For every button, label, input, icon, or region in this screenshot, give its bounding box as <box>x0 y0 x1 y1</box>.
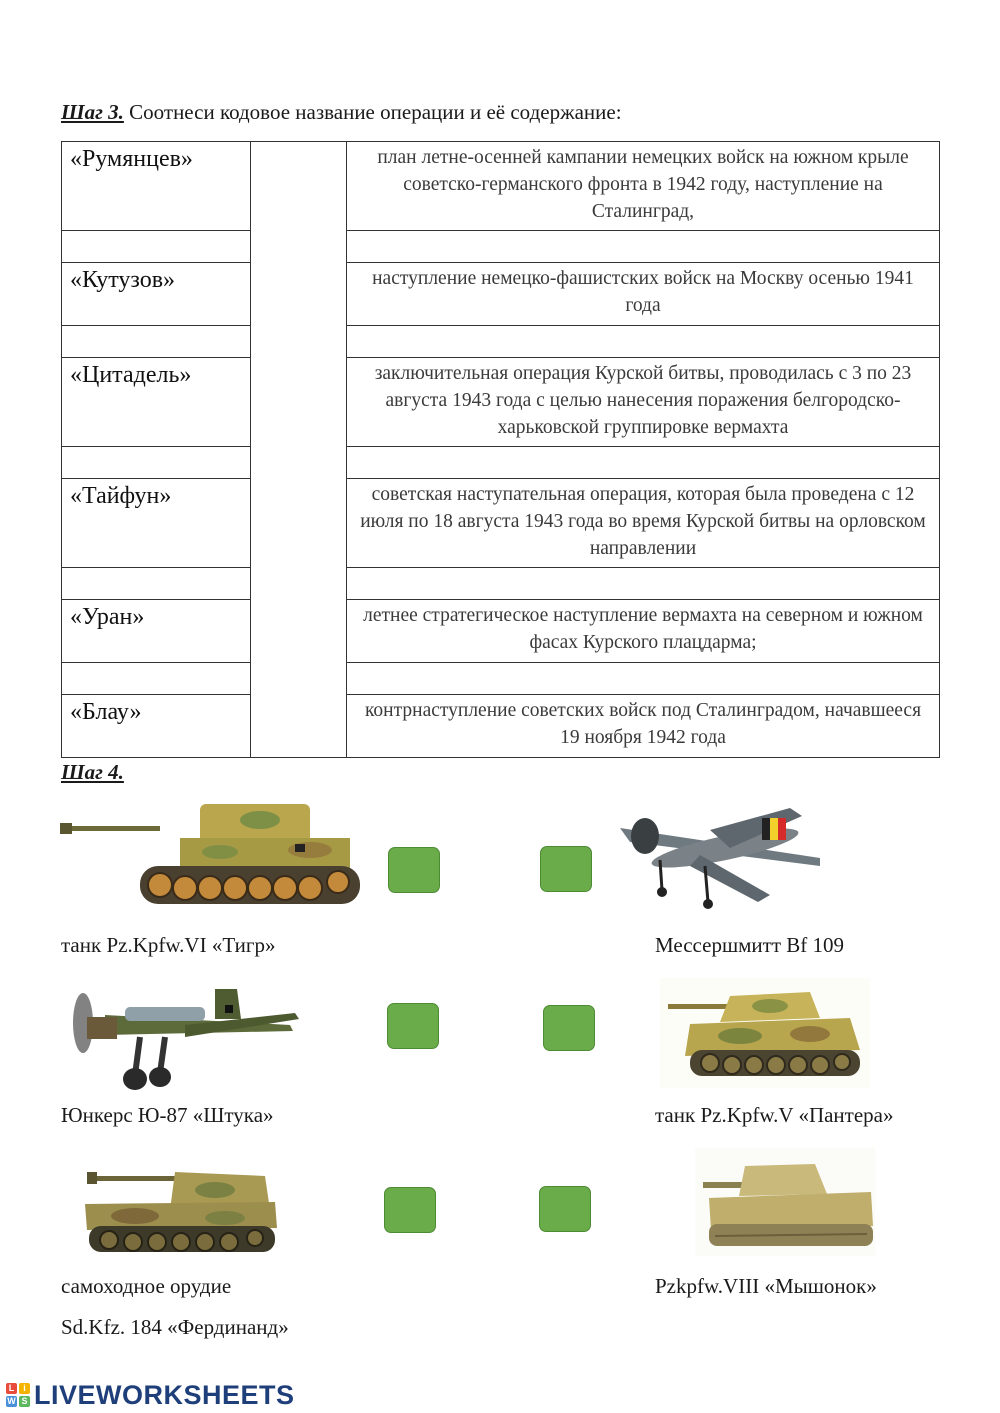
operation-description: наступление немецко-фашистских войск на Москву осенью 1941 года <box>347 263 940 326</box>
caption-ferdinand-line1: самоходное орудие <box>61 1274 232 1298</box>
connector-column[interactable] <box>251 142 347 758</box>
answer-box[interactable] <box>540 846 592 892</box>
bf109-plane-icon <box>620 800 830 912</box>
operation-name: «Тайфун» <box>62 479 251 568</box>
caption-panther: танк Pz.Kpfw.V «Пантера» <box>655 1103 894 1127</box>
answer-box[interactable] <box>539 1186 591 1232</box>
step4-heading <box>61 760 124 785</box>
spacer-cell <box>62 326 251 358</box>
caption-maus: Pzkpfw.VIII «Мышонок» <box>655 1274 877 1298</box>
operation-name: «Блау» <box>62 695 251 758</box>
maus-tank-icon <box>695 1148 875 1256</box>
spacer-cell <box>62 568 251 600</box>
stuka-plane-icon <box>65 985 300 1093</box>
answer-box[interactable] <box>543 1005 595 1051</box>
caption-stuka: Юнкерс Ю-87 «Штука» <box>61 1103 274 1127</box>
spacer-cell <box>62 663 251 695</box>
answer-box[interactable] <box>384 1187 436 1233</box>
panther-tank-icon <box>660 978 870 1088</box>
operation-description: летнее стратегическое наступление вермахта на северном и южном фасах Курского плацдарма; <box>347 600 940 663</box>
spacer-cell <box>347 326 940 358</box>
spacer-cell <box>347 231 940 263</box>
ferdinand-gun-icon <box>75 1158 280 1260</box>
step3-heading <box>61 100 622 125</box>
logo-mark-icon: L i W S <box>6 1383 30 1407</box>
caption-ferdinand-line2: Sd.Kfz. 184 «Фердинанд» <box>61 1315 289 1339</box>
answer-box[interactable] <box>388 847 440 893</box>
answer-box[interactable] <box>387 1003 439 1049</box>
caption-bf109: Мессершмитт Bf 109 <box>655 933 845 957</box>
spacer-cell <box>347 568 940 600</box>
operation-name: «Кутузов» <box>62 263 251 326</box>
spacer-cell <box>347 447 940 479</box>
table-row <box>62 600 940 663</box>
operation-name: «Уран» <box>62 600 251 663</box>
caption-tiger: танк Pz.Kpfw.VI «Тигр» <box>61 933 276 957</box>
operation-name: «Румянцев» <box>62 142 251 231</box>
operation-description: заключительная операция Курской битвы, проводилась с 3 по 23 августа 1943 года с целью нанесения поражения белгородско-харьковской группировке вермахта <box>347 358 940 447</box>
step3-label: Шаг 3. <box>61 100 124 124</box>
table-row <box>62 358 940 447</box>
step4-label: Шаг 4. <box>61 760 124 784</box>
spacer-cell <box>347 663 940 695</box>
tiger-tank-icon <box>60 800 365 910</box>
operation-description: советская наступательная операция, которая была проведена с 12 июля по 18 августа 1943 года во время Курской битвы на орловском направлении <box>347 479 940 568</box>
logo-wordmark: LIVEWORKSHEETS <box>34 1379 295 1410</box>
operations-matching-table <box>61 141 940 758</box>
operation-description: контрнаступление советских войск под Сталинградом, начавшееся 19 ноября 1942 года <box>347 695 940 758</box>
table-row <box>62 479 940 568</box>
table-row <box>62 142 940 231</box>
liveworksheets-logo <box>6 1380 295 1410</box>
spacer-cell <box>62 447 251 479</box>
operation-name: «Цитадель» <box>62 358 251 447</box>
table-row <box>62 695 940 758</box>
step3-instruction: Соотнеси кодовое название операции и её содержание: <box>123 100 622 124</box>
table-row <box>62 263 940 326</box>
operation-description: план летне-осенней кампании немецких войск на южном крыле советско-германского фронта в 1942 году, наступление на Сталинград, <box>347 142 940 231</box>
spacer-cell <box>62 231 251 263</box>
